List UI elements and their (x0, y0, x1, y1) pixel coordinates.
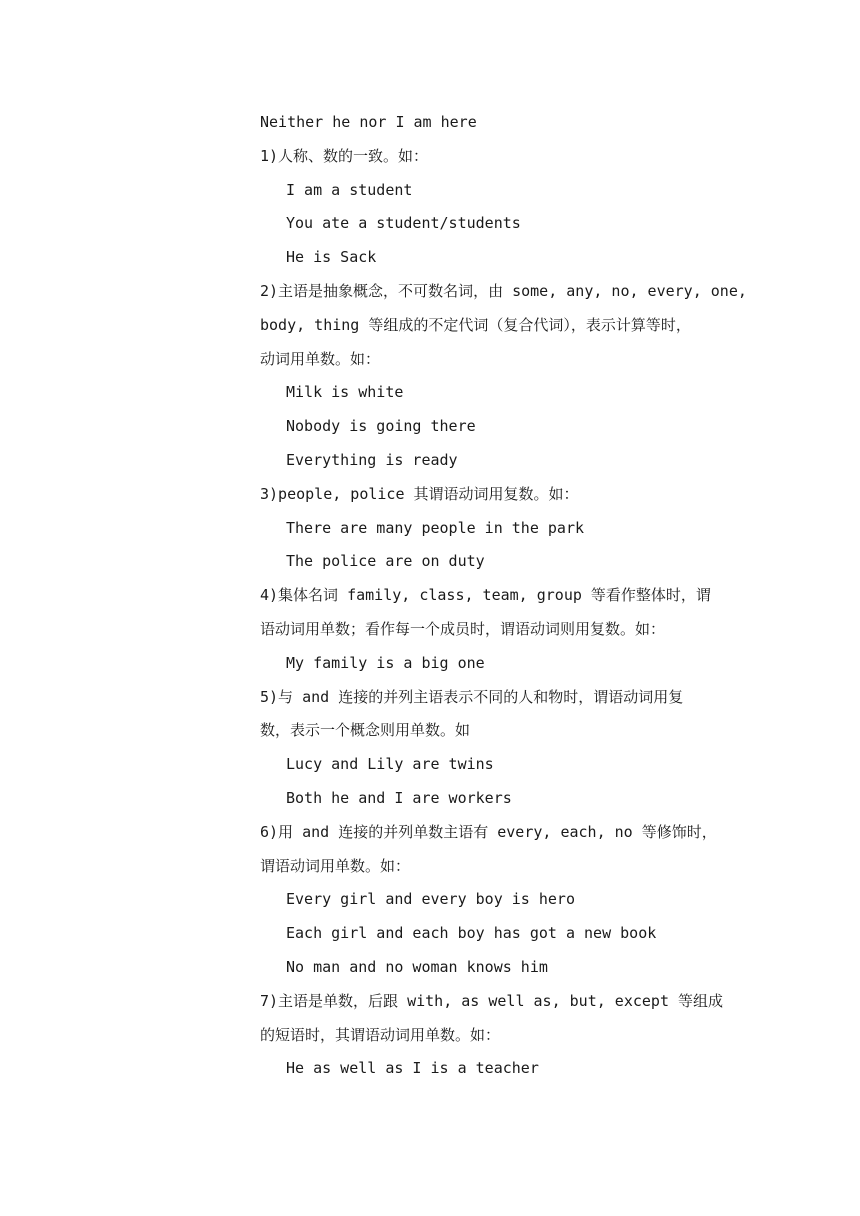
example-line: I am a student (286, 180, 413, 199)
rule-text: body, thing 等组成的不定代词（复合代词），表示计算等时， (260, 315, 691, 334)
example-line: Both he and I are workers (286, 788, 512, 807)
rule-heading-3: 3)people, police 其谓语动词用复数。如： (260, 484, 579, 503)
example-line: Everything is ready (286, 450, 458, 469)
rule-heading-7: 7)主语是单数，后跟 with, as well as, but, except 等组成 (260, 991, 724, 1010)
rule-heading-5: 5)与 and 连接的并列主语表示不同的人和物时，谓语动词用复 (260, 687, 684, 706)
text-line: Neither he nor I am here (260, 113, 477, 131)
rule-text: 数，表示一个概念则用单数。如 (260, 721, 471, 740)
example-line: There are many people in the park (286, 518, 585, 537)
example-line: You ate a student/students (286, 214, 521, 233)
rule-text: 动词用单数。如： (260, 349, 381, 368)
example-line: He is Sack (286, 248, 377, 267)
example-line: He as well as I is a teacher (286, 1059, 539, 1078)
example-line: Milk is white (286, 383, 404, 402)
rule-heading-1: 1)人称、数的一致。如： (260, 146, 429, 165)
document-body (260, 108, 747, 1088)
rule-text: 语动词用单数；看作每一个成员时，谓语动词则用复数。如： (260, 619, 666, 638)
example-line: No man and no woman knows him (286, 957, 548, 976)
example-line: Each girl and each boy has got a new book (286, 924, 657, 943)
rule-text: 谓语动词用单数。如： (260, 856, 411, 875)
example-line: My family is a big one (286, 653, 485, 672)
example-line: Lucy and Lily are twins (286, 755, 494, 774)
rule-heading-2: 2)主语是抽象概念，不可数名词，由 some, any, no, every, one, (260, 281, 747, 300)
rule-text: 的短语时，其谓语动词用单数。如： (260, 1025, 501, 1044)
rule-heading-4: 4)集体名词 family, class, team, group 等看作整体时，谓 (260, 586, 711, 605)
example-line: Nobody is going there (286, 417, 476, 436)
rule-heading-6: 6)用 and 连接的并列单数主语有 every, each, no 等修饰时， (260, 822, 717, 841)
example-line: Every girl and every boy is hero (286, 890, 575, 909)
example-line: The police are on duty (286, 552, 485, 571)
